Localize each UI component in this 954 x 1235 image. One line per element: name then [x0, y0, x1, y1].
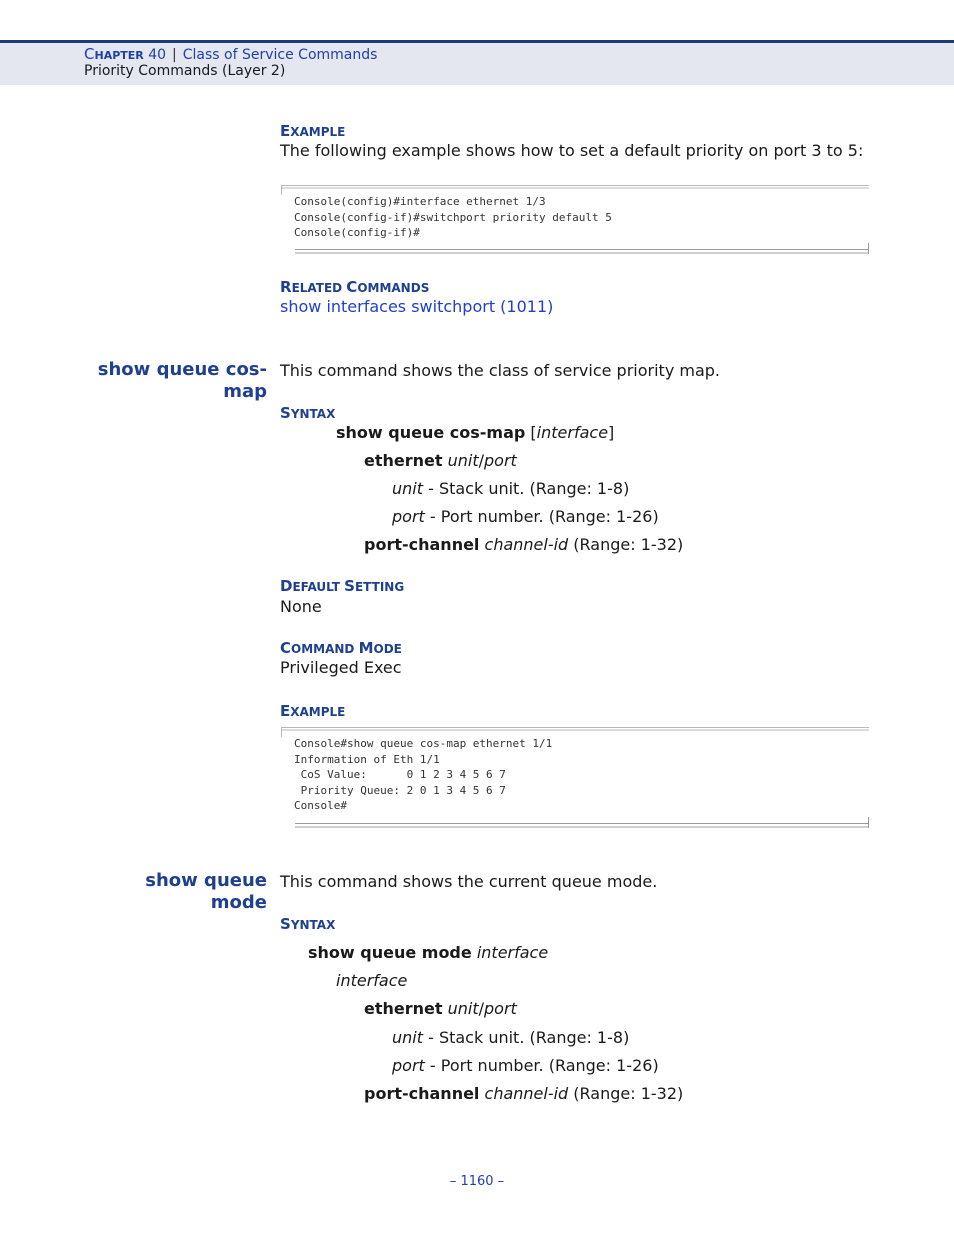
related-commands-heading: RELATED COMMANDS	[280, 278, 430, 296]
port-channel-param-2: port-channel channel-id (Range: 1-32)	[364, 1084, 684, 1103]
command-mode-value: Privileged Exec	[280, 658, 402, 677]
code-block-left-notch	[281, 185, 286, 195]
example-heading: EXAMPLE	[280, 122, 346, 140]
example-text: The following example shows how to set a default priority on port 3 to 5:	[280, 141, 864, 160]
port-param: port - Port number. (Range: 1-26)	[392, 507, 659, 526]
code-block-1	[281, 185, 869, 254]
code-text-2: Console#show queue cos-map ethernet 1/1 Information of Eth 1/1 CoS Value: 0 1 2 3 4 5 6 7 Priority Queue: 2 0 1 3 4 5 6 7 Console#	[294, 737, 553, 813]
default-setting-value: None	[280, 597, 322, 616]
syntax-line-2: show queue mode interface	[308, 943, 549, 962]
code-block-bottom-rule	[295, 249, 869, 254]
interface-param: interface	[336, 971, 408, 990]
default-setting-heading: DEFAULT SETTING	[280, 577, 405, 595]
page-number: – 1160 –	[449, 1174, 505, 1189]
syntax-heading: SYNTAX	[280, 404, 336, 422]
chapter-separator: |	[172, 47, 177, 63]
chapter-label: CHAPTER 40	[84, 45, 167, 63]
queue-mode-description: This command shows the current queue mode.	[280, 872, 658, 891]
port-channel-param: port-channel channel-id (Range: 1-32)	[364, 535, 684, 554]
code-block-bottom-rule	[295, 823, 869, 828]
code-text-1: Console(config)#interface ethernet 1/3 Console(config-if)#switchport priority default 5 Console(config-if)#	[294, 195, 612, 240]
section-title-cos-map	[84, 359, 267, 403]
code-block-right-notch	[865, 243, 869, 254]
chapter-line	[84, 45, 377, 63]
ethernet-param: ethernet unit/port	[364, 451, 517, 470]
header-subtitle: Priority Commands (Layer 2)	[84, 63, 286, 79]
syntax-heading-2: SYNTAX	[280, 915, 336, 933]
code-block-top-rule	[281, 185, 869, 189]
cos-map-description: This command shows the class of service priority map.	[280, 361, 721, 380]
section-title-queue-mode: show queue mode	[145, 870, 267, 913]
code-block-2	[281, 727, 869, 828]
unit-param-2: unit - Stack unit. (Range: 1-8)	[392, 1028, 630, 1047]
section-title-line1: show queue cos-	[97, 359, 267, 380]
code-block-right-notch	[865, 817, 869, 828]
example-heading-2: EXAMPLE	[280, 702, 346, 720]
port-param-2: port - Port number. (Range: 1-26)	[392, 1056, 659, 1075]
code-block-left-notch	[281, 727, 286, 737]
ethernet-param-2: ethernet unit/port	[364, 999, 517, 1018]
syntax-line: show queue cos-map [interface]	[336, 423, 615, 442]
unit-param: unit - Stack unit. (Range: 1-8)	[392, 479, 630, 498]
command-mode-heading: COMMAND MODE	[280, 639, 402, 657]
section-title-line2: map	[223, 381, 267, 402]
code-block-top-rule	[281, 727, 869, 731]
chapter-title: Class of Service Commands	[182, 47, 378, 63]
related-command-link[interactable]: show interfaces switchport (1011)	[280, 297, 554, 316]
